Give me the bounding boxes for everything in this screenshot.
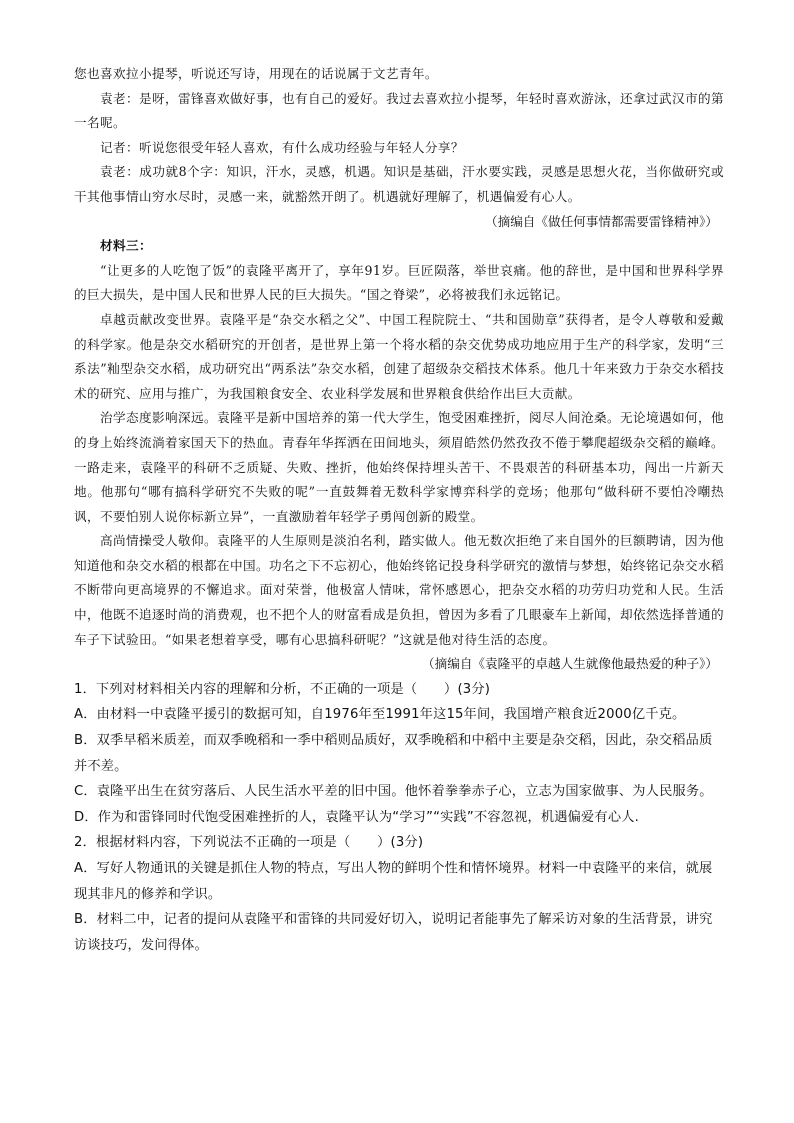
interview-answer: 袁老：是呀，雷锋喜欢做好事，也有自己的爱好。我过去喜欢拉小提琴，年轻时喜欢游泳，还拿过武汉市的第一名呢。 bbox=[74, 90, 724, 131]
question-stem: 2．根据材料内容，下列说法不正确的一项是（ ）(3分) bbox=[74, 835, 424, 851]
continued-line: 您也喜欢拉小提琴，听说还写诗，用现在的话说属于文艺青年。 bbox=[74, 66, 438, 81]
section-heading: 材料三： bbox=[100, 238, 152, 254]
source-citation: （摘编自《做任何事情都需要雷锋精神》） bbox=[485, 213, 718, 229]
option-d: D．作为和雷锋同时代饱受困难挫折的人，袁隆平认为“学习”“实践”不容忽视，机遇偏爱有心人. bbox=[74, 809, 639, 825]
page-content bbox=[74, 62, 724, 958]
interview-answer: 袁老：成功就8个字：知识，汗水，灵感，机遇。知识是基础，汗水要实践，灵感是思想火花，当你做研究或干其他事情山穷水尽时，灵感一来，就豁然开朗了。机遇就好理解了，机遇偏爱有心人。 bbox=[74, 164, 724, 204]
paragraph: 高尚情操受人敬仰。袁隆平的人生原则是淡泊名利，踏实做人。他无数次拒绝了来自国外的巨额聘请，因为他知道他和杂交水稻的根都在中国。功名之下不忘初心，他始终铭记投身科学研究的激情与梦想，始终铭记杂交水稻不断带向更高境界的不懈追求。面对荣誉，他极富人情味，常怀感恩心，把杂交水稻的功劳归功党和人民。生活中，他既不追逐时尚的消费观，也不把个人的财富看成是负担，曾因为多看了几眼豪车上新闻，却依然选择普通的车子下试验田。“如果老想着享受，哪有心思搞科研呢？”这就是他对待生活的态度。 bbox=[74, 533, 724, 647]
option-c: C．袁隆平出生在贫穷落后、人民生活水平差的旧中国。他怀着拳拳赤子心，立志为国家做事、为人民服务。 bbox=[74, 784, 713, 800]
source-citation: （摘编自《袁隆平的卓越人生就像他最热爱的种子》） bbox=[422, 656, 718, 672]
option-b: B．材料二中，记者的提问从袁隆平和雷锋的共同爱好切入，说明记者能事先了解采访对象的生活背景，讲究访谈技巧，发问得体。 bbox=[74, 912, 713, 953]
option-b: B．双季早稻米质差，而双季晚稻和一季中稻则品质好，双季晚稻和中稻中主要是杂交稻，因此，杂交稻品质并不差。 bbox=[74, 733, 713, 774]
interview-question: 记者：听说您很受年轻人喜欢，有什么成功经验与年轻人分享？ bbox=[100, 139, 464, 155]
option-a: A．由材料一中袁隆平援引的数据可知，自1976年至1991年这15年间，我国增产粮食近2000亿千克。 bbox=[74, 707, 686, 723]
option-a: A．写好人物通讯的关键是抓住人物的特点，写出人物的鲜明个性和情怀境界。材料一中袁隆平的来信，就展现其非凡的修养和学识。 bbox=[74, 861, 713, 902]
paragraph: 卓越贡献改变世界。袁隆平是“杂交水稻之父”、中国工程院院士、“共和国勋章”获得者，是令人尊敬和爱戴的科学家。他是杂交水稻研究的开创者，是世界上第一个将水稻的杂交优势成功地应用于生产的科学家，发明“三系法”籼型杂交水稻，成功研究出“两系法”杂交水稻，创建了超级杂交稻技术体系。他几十年来致力于杂交水稻技术的研究、应用与推广，为我国粮食安全、农业科学发展和世界粮食供给作出巨大贡献。 bbox=[74, 311, 724, 401]
paragraph: “让更多的人吃饱了饭”的袁隆平离开了，享年91岁。巨匠陨落，举世哀痛。他的辞世，是中国和世界科学界的巨大损失，是中国人民和世界人民的巨大损失。“国之脊梁”，必将被我们永远铭记。 bbox=[74, 262, 724, 303]
paragraph: 治学态度影响深远。袁隆平是新中国培养的第一代大学生，饱受困难挫折，阅尽人间沧桑。无论境遇如何，他的身上始终流淌着家国天下的热血。青春年华挥洒在田间地头，须眉皓然仍然孜孜不倦于攀爬超级杂交稻的巅峰。一路走来，袁隆平的科研不乏质疑、失败、挫折，他始终保持埋头苦干、不畏艰苦的科研基本功，闯出一片新天地。他那句“哪有搞科学研究不失败的呢”一直鼓舞着无数科学家博弈科学的竞场；他那句“做科研不要怕冷嘲热讽，不要怕别人说你标新立异”，一直激励着年轻学子勇闯创新的殿堂。 bbox=[74, 410, 724, 524]
question-stem: 1．下列对材料相关内容的理解和分析，不正确的一项是（ ）(3分) bbox=[74, 681, 491, 697]
